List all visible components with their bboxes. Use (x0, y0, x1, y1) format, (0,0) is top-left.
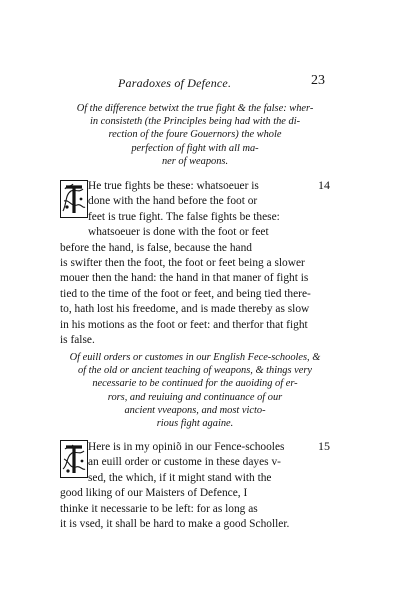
body-line: in his motions as the foot or feet: and therfor that fight (60, 318, 308, 331)
heading-line: necessarie to be continued for the auoiding of er- (92, 378, 298, 390)
body-line: Here is in my opiniõ in our Fence-schooles (88, 441, 285, 453)
section-body-1 (60, 179, 312, 348)
heading-line: Of the difference betwixt the true fight & the false: wher- (76, 103, 314, 114)
body-line: sed, the which, if it might stand with the (88, 471, 272, 484)
heading-line: of the old or ancient teaching of weapons, & things very (77, 365, 313, 377)
section-body-2 (60, 440, 312, 532)
body-line: tied to the time of the foot or feet, and being tied there- (60, 287, 311, 300)
heading-line: rors, and reuiuing and continuance of our (107, 391, 283, 403)
body-line: done with the hand before the foot or (88, 195, 258, 208)
body-line: an euill order or custome in these dayes v- (88, 456, 281, 469)
body-line: it is vsed, it shall be hard to make a good Scholler. (60, 518, 290, 531)
margin-number-14: 14 (318, 178, 330, 192)
heading-line: rious fight againe. (156, 418, 234, 430)
heading-line: ancient vveapons, and most victo- (124, 404, 266, 416)
body-line: feet is true fight. The false fights be these: (88, 210, 280, 223)
heading-line: perfection of fight with all ma- (131, 142, 259, 154)
body-line: whatsoeuer is done with the foot or feet (88, 226, 269, 239)
margin-number-15: 15 (318, 439, 330, 453)
heading-line: Of euill orders or customes in our English Fece-schooles, & (69, 352, 321, 363)
page-number: 23 (311, 73, 325, 88)
section-heading-1 (60, 102, 330, 168)
body-line: to, hath lost his freedome, and is made thereby as slow (60, 303, 310, 316)
heading-line: rection of the foure Gouernors) the whole (108, 129, 282, 141)
body-line: is swifter then the foot, the foot or feet being a slower (60, 257, 305, 270)
heading-line: in consisteth (the Principles being had with the di- (89, 116, 301, 128)
body-line: good liking of our Maisters of Defence, I (60, 487, 248, 500)
body-line: mouer then the hand: the hand in that maner of fight is (60, 272, 309, 285)
body-line: before the hand, is false, because the hand (60, 241, 252, 254)
running-head: Paradoxes of Defence. (118, 76, 232, 90)
section-heading-2 (60, 351, 330, 430)
body-line: is false. (60, 334, 95, 347)
heading-line: ner of weapons. (161, 155, 229, 167)
body-line: He true fights be these: whatsoeuer is (88, 180, 259, 192)
body-line: thinke it necessarie to be left: for as long as (60, 502, 258, 515)
